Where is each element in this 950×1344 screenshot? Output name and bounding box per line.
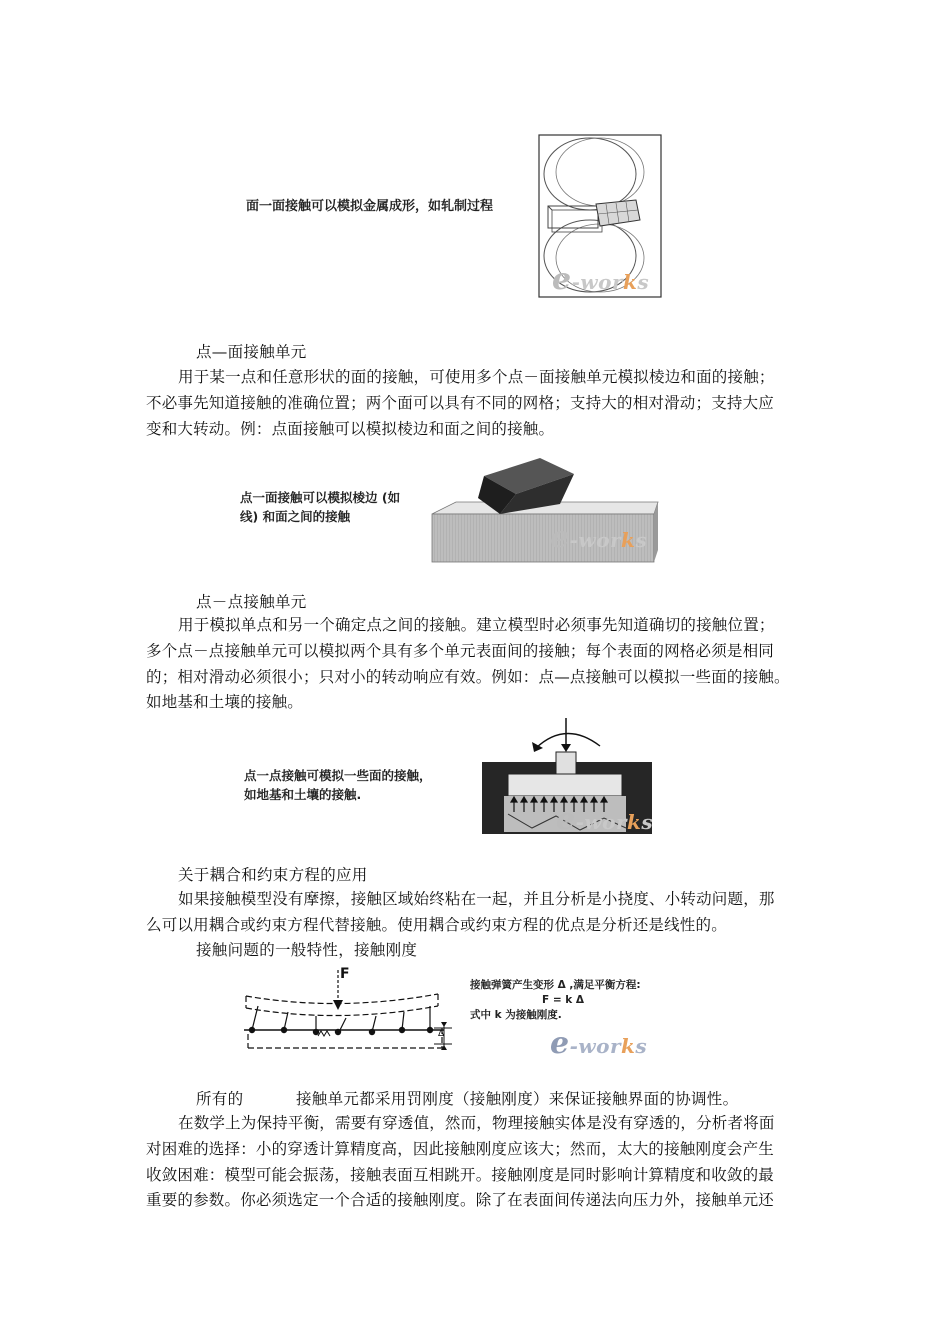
heading-point-point: 点－点接触单元 [196, 593, 307, 611]
text-line: 收敛困难：模型可能会振荡，接触表面互相跳开。接触刚度是同时影响计算精度和收敛的最 [146, 1165, 775, 1184]
eworks-logo: e-works [550, 520, 648, 555]
text-line: 对困难的选择：小的穿透计算精度高，因此接触刚度应该大；然而，太大的接触刚度会产生 [146, 1139, 775, 1158]
eworks-logo: e-works [550, 1026, 648, 1061]
figure2-image [428, 452, 664, 566]
paragraph-coupling [146, 887, 810, 939]
paragraph-point-point [146, 613, 810, 716]
caption-line: 如地基和土壤的接触. [244, 787, 362, 802]
text-line: 如果接触模型没有摩擦，接触区域始终粘在一起，并且分析是小挠度、小转动问题，那 [178, 890, 775, 908]
text-line: 的；相对滑动必须很小；只对小的转动响应有效。例如：点—点接触可以模拟一些面的接触。 [146, 667, 790, 686]
force-label: F [340, 966, 350, 982]
figure3-caption [244, 766, 432, 804]
delta-label: Δ [438, 1029, 445, 1039]
text-line: 么可以用耦合或约束方程代替接触。使用耦合或约束方程的优点是分析还是线性的。 [146, 915, 727, 934]
heading-stiffness: 接触问题的一般特性，接触刚度 [196, 941, 418, 959]
eworks-logo: e-works [556, 802, 654, 837]
text-line: 多个点－点接触单元可以模拟两个具有多个单元表面间的接触；每个表面的网格必须是相同 [146, 641, 775, 660]
eworks-logo: e-works [552, 262, 650, 297]
text-line: 变和大转动。例：点面接触可以模拟棱边和面之间的接触。 [146, 419, 555, 438]
caption-line: 点一点接触可模拟一些面的接触， [244, 768, 432, 783]
text-line: 不必事先知道接触的准确位置；两个面可以具有不同的网格；支持大的相对滑动；支持大应 [146, 393, 775, 412]
figure2-caption [240, 488, 400, 526]
text-line: 如地基和土壤的接触。 [146, 693, 304, 712]
figure4-note [470, 978, 641, 1023]
figure1-image [538, 134, 662, 298]
text-line: 用于某一点和任意形状的面的接触，可使用多个点－面接触单元模拟棱边和面的接触； [178, 368, 775, 386]
heading-point-surface: 点—面接触单元 [196, 343, 307, 361]
figure3-image [480, 716, 656, 836]
note-line: F = k Δ [542, 994, 585, 1006]
paragraph-point-surface [146, 365, 810, 442]
caption-line: 线) 和面之间的接触 [240, 509, 351, 524]
paragraph-penalty [146, 1111, 810, 1214]
note-line: 式中 k 为接触刚度. [470, 1009, 562, 1021]
figure4-image [238, 966, 460, 1058]
caption-line: 点一面接触可以模拟棱边 (如 [240, 490, 401, 505]
penalty-line-start: 所有的 [196, 1090, 244, 1108]
note-line: 接触弹簧产生变形 Δ ,满足平衡方程: [470, 979, 641, 991]
heading-coupling: 关于耦合和约束方程的应用 [178, 866, 368, 884]
text-line: 用于模拟单点和另一个确定点之间的接触。建立模型时必须事先知道确切的接触位置； [178, 616, 775, 634]
penalty-line-end: 接触单元都采用罚刚度（接触刚度）来保证接触界面的协调性。 [296, 1090, 739, 1108]
text-line: 在数学上为保持平衡，需要有穿透值，然而，物理接触实体是没有穿透的，分析者将面 [178, 1114, 775, 1132]
text-line: 重要的参数。你必须选定一个合适的接触刚度。除了在表面间传递法向压力外，接触单元还 [146, 1191, 775, 1210]
figure1-caption: 面一面接触可以模拟金属成形，如轧制过程 [246, 199, 494, 214]
